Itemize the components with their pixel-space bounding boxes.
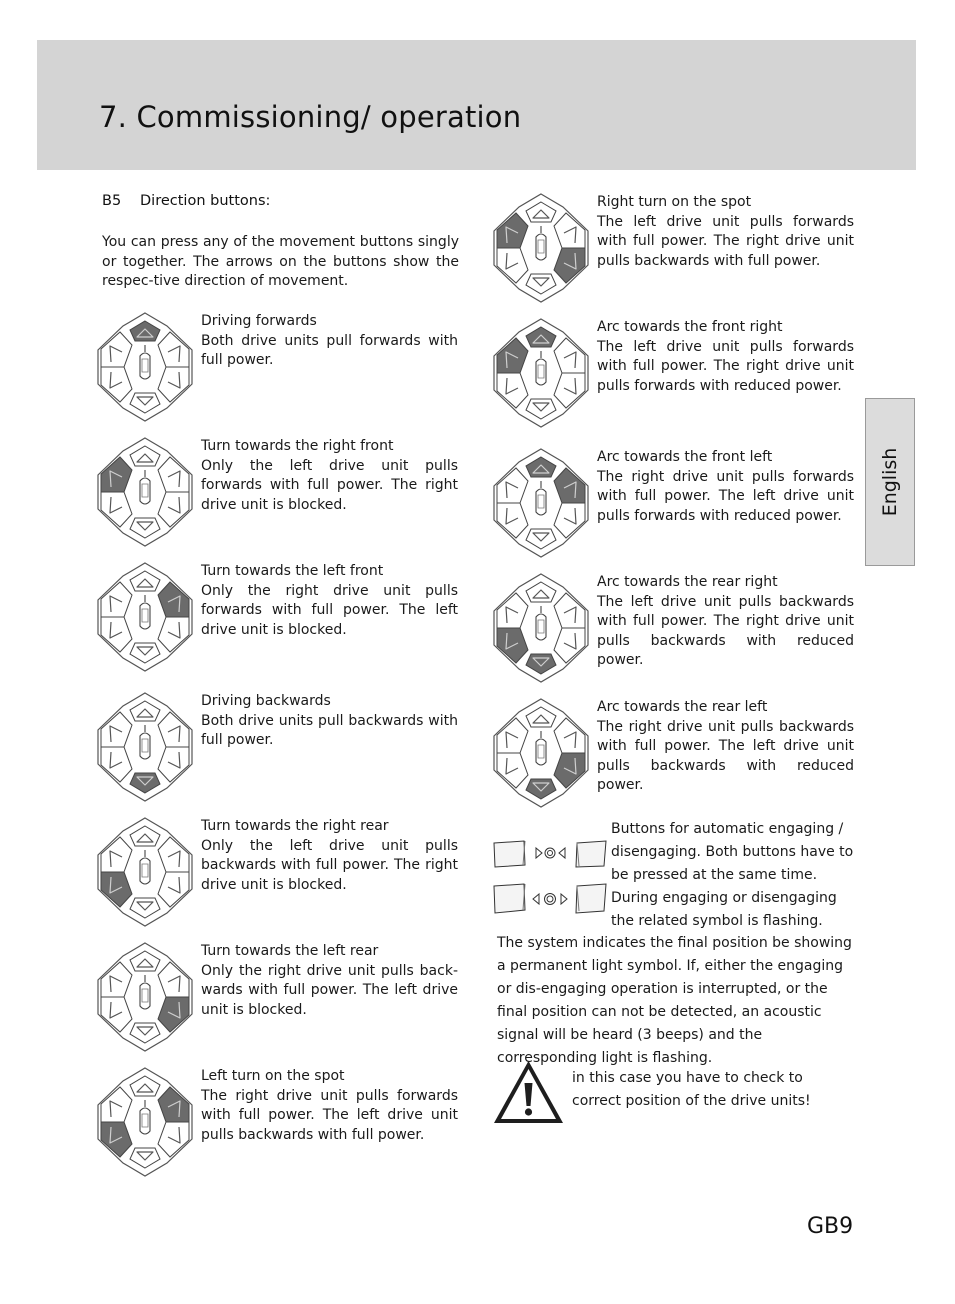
direction-pad-icon (97, 817, 193, 927)
auto-engage-block (492, 818, 862, 928)
entry-text: Only the right drive unit pulls forwards with full power. The left drive unit is blocked. (201, 582, 458, 638)
entry-title: Left turn on the spot (201, 1068, 345, 1084)
section-heading (102, 193, 270, 209)
direction-pad-icon (493, 448, 589, 558)
entry-text: Only the right drive unit pulls back-wards with full power. The left drive unit is blocked. (201, 962, 458, 1018)
entry-text: The right drive unit pulls forwards with full power. The left drive unit pulls backwards with full power. (201, 1087, 458, 1143)
entry-title: Driving backwards (201, 693, 331, 709)
entry-text: The right drive unit pulls forwards with full power. The left drive unit pulls forwards with reduced power. (597, 468, 854, 524)
entry-title: Right turn on the spot (597, 194, 752, 210)
page-title: 7. Commissioning/ operation (99, 100, 522, 134)
auto-engage-text: Buttons for automatic engaging / disengaging. Both buttons have to be pressed at the same time. During engaging or disengaging the related symbol is flashing. (611, 821, 854, 929)
entry-title: Arc towards the rear right (597, 574, 778, 590)
warning-text: in this case you have to check to correct position of the drive units! (572, 1070, 811, 1109)
direction-pad-icon (97, 437, 193, 547)
intro-text: You can press any of the movement buttons singly or together. The arrows on the buttons show the respec-tive direction of movement. (102, 234, 459, 289)
direction-pad-icon (97, 1067, 193, 1177)
entry-text: Both drive units pull forwards with full power. (201, 332, 458, 368)
entry-text: The left drive unit pulls backwards with full power. The right drive unit pulls backwards with reduced power. (597, 593, 854, 668)
direction-pad-icon (493, 573, 589, 683)
entry-title: Turn towards the left front (201, 563, 384, 579)
direction-pad-icon (97, 942, 193, 1052)
language-tab-label: English (879, 447, 901, 517)
direction-pad-icon (493, 698, 589, 808)
entry-text: Only the left drive unit pulls backwards with full power. The right drive unit is blocked. (201, 837, 458, 893)
direction-pad-icon (97, 312, 193, 422)
direction-pad-icon (493, 318, 589, 428)
entry-title: Arc towards the front right (597, 319, 783, 335)
entry-title: Arc towards the front left (597, 449, 773, 465)
direction-pad-icon (97, 692, 193, 802)
page-number: GB9 (807, 1214, 854, 1239)
entry-text: Only the left drive unit pulls forwards with full power. The right drive unit is blocked. (201, 457, 458, 513)
direction-pad-icon (493, 193, 589, 303)
auto-engage-buttons-icon (492, 838, 607, 918)
entry-title: Turn towards the right rear (201, 818, 389, 834)
section-title: Direction buttons: (140, 193, 271, 209)
entry-text: Both drive units pull backwards with full power. (201, 712, 458, 748)
entry-text: The left drive unit pulls forwards with full power. The right drive unit pulls backwards with full power. (597, 213, 854, 269)
system-text: The system indicates the final position be showing a permanent light symbol. If, either the engaging or dis-engaging operation is interrupted, or the final position can not be detected, an acoustic signal will be heard (3 beeps) and the corresponding light is flashing. (497, 935, 852, 1066)
entry-title: Arc towards the rear left (597, 699, 768, 715)
entry-title: Driving forwards (201, 313, 317, 329)
warning-icon (492, 1059, 565, 1125)
entry-title: Turn towards the right front (201, 438, 394, 454)
entry-text: The right drive unit pulls backwards with full power. The left drive unit pulls backwards with reduced power. (597, 718, 854, 793)
language-tab[interactable] (865, 398, 915, 566)
direction-pad-icon (97, 562, 193, 672)
entry-text: The left drive unit pulls forwards with full power. The right drive unit pulls forwards with reduced power. (597, 338, 854, 394)
entry-title: Turn towards the left rear (201, 943, 379, 959)
section-number: B5 (102, 193, 122, 209)
